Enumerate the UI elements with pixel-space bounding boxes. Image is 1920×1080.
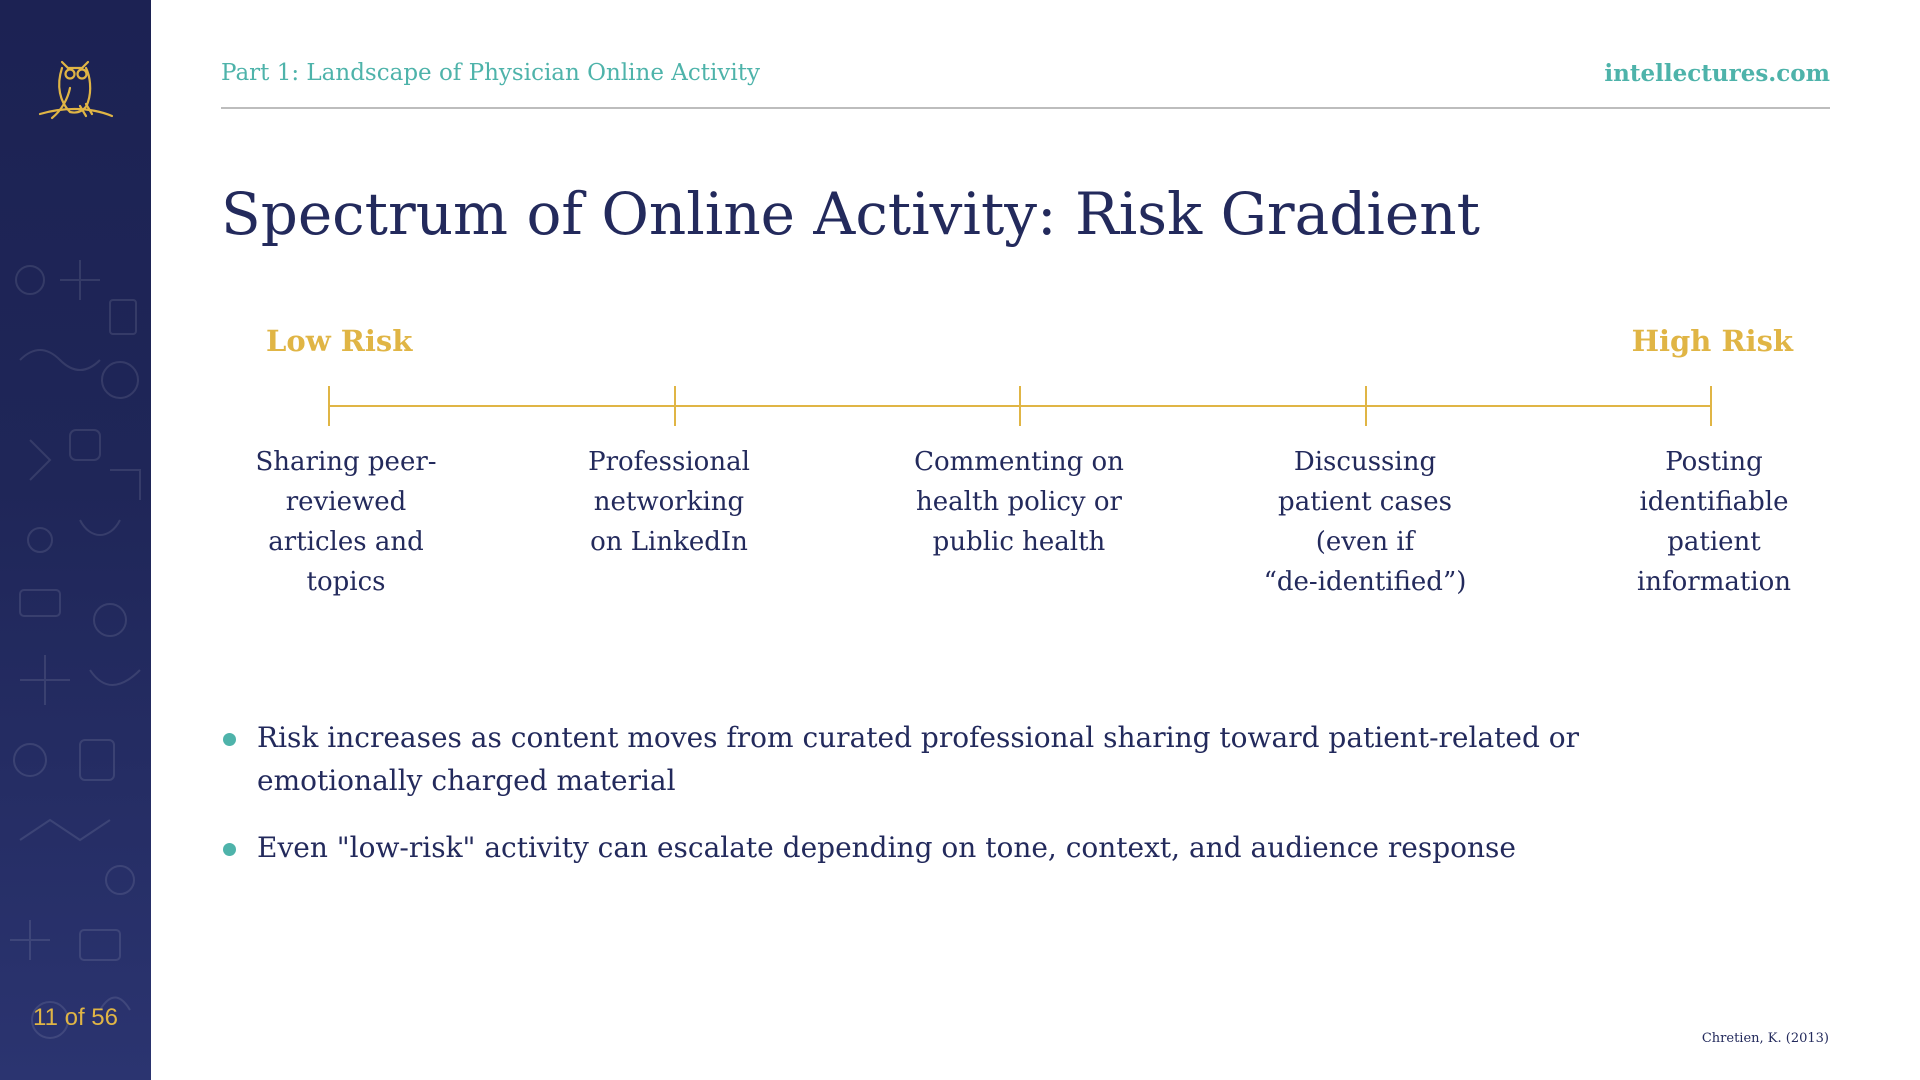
owl-logo-icon bbox=[36, 48, 116, 128]
slide-title: Spectrum of Online Activity: Risk Gradient bbox=[221, 180, 1480, 248]
bullet-list bbox=[221, 716, 1681, 893]
bullet-text: Even "low-risk" activity can escalate depending on tone, context, and audience response bbox=[257, 831, 1516, 864]
medical-pattern-background bbox=[0, 240, 151, 1080]
low-risk-label: Low Risk bbox=[266, 324, 413, 358]
bullet-dot-icon bbox=[223, 733, 236, 746]
bullet-item bbox=[221, 826, 1681, 869]
citation: Chretien, K. (2013) bbox=[1701, 1031, 1829, 1046]
spectrum-stop-label: Commenting on health policy or public health bbox=[914, 447, 1124, 557]
section-header: Part 1: Landscape of Physician Online Activity bbox=[221, 60, 760, 86]
high-risk-label: High Risk bbox=[1631, 324, 1793, 358]
spectrum-stop-label: Discussing patient cases (even if “de-identified”) bbox=[1263, 447, 1467, 597]
header-divider bbox=[221, 107, 1830, 109]
site-name: intellectures.com bbox=[1604, 60, 1830, 87]
bullet-item bbox=[221, 716, 1681, 802]
spectrum-stop-label: Posting identifiable patient information bbox=[1636, 447, 1792, 597]
page-counter: 11 of 56 bbox=[33, 1004, 118, 1031]
sidebar bbox=[0, 0, 151, 1080]
bullet-text: Risk increases as content moves from curated professional sharing toward patient-related or emotionally charged material bbox=[257, 721, 1580, 797]
bullet-dot-icon bbox=[223, 843, 236, 856]
spectrum-stop-label: Sharing peer- reviewed articles and topics bbox=[255, 447, 437, 597]
spectrum-stop-label: Professional networking on LinkedIn bbox=[588, 447, 750, 557]
